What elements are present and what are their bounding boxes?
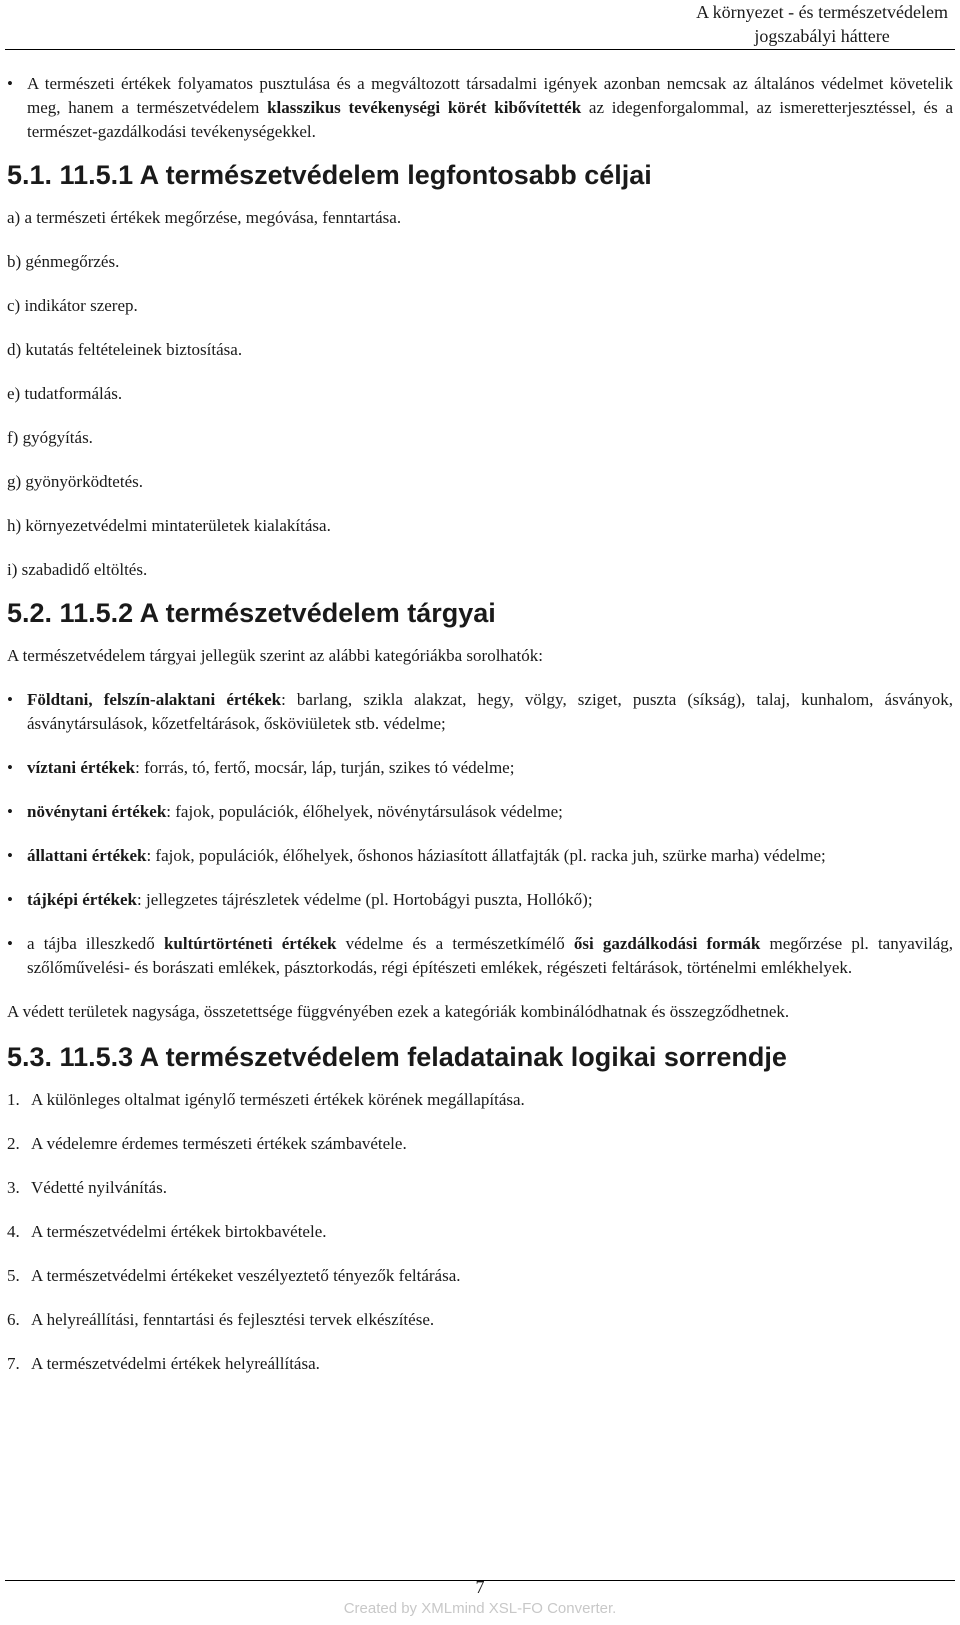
- step-text: A védelemre érdemes természeti értékek számbavétele.: [31, 1134, 407, 1153]
- subject-term: növénytani értékek: [27, 802, 167, 821]
- bullet-icon: •: [7, 758, 13, 777]
- step-item: [7, 1264, 953, 1288]
- section-2-closing: A védett területek nagysága, összetettsége függvényében ezek a kategóriák kombinálódhatnak és összegződhetnek.: [7, 1002, 790, 1021]
- step-item: [7, 1220, 953, 1244]
- intro-text-bold: klasszikus tevékenységi körét kibővítették: [267, 98, 582, 117]
- step-item: [7, 1132, 953, 1156]
- header-rule: [5, 49, 955, 50]
- step-number: 4.: [7, 1222, 20, 1241]
- section-2-heading: 5.2. 11.5.2 A természetvédelem tárgyai: [7, 598, 496, 628]
- step-number: 5.: [7, 1266, 20, 1285]
- steps-list: [7, 1088, 953, 1376]
- step-item: [7, 1088, 953, 1112]
- step-text: Védetté nyilvánítás.: [31, 1178, 167, 1197]
- subject-term: tájképi értékek: [27, 890, 138, 909]
- subject-desc: : jellegzetes tájrészletek védelme (pl. Hortobágyi puszta, Hollókő);: [137, 890, 593, 909]
- step-text: A természetvédelmi értékek birtokbavétele.: [31, 1222, 327, 1241]
- bullet-icon: •: [7, 690, 13, 709]
- intro-text-pre: A természeti értékek folyamatos pusztulása és a megváltozott társadalmi igények azonban nemcsak az általános védelmet követelik meg, hanem a természetvédelem: [27, 74, 953, 117]
- subject-bullet: [7, 800, 953, 824]
- step-text: A helyreállítási, fenntartási és fejlesztési tervek elkészítése.: [31, 1310, 435, 1329]
- intro-text-post: az idegenforgalommal, az ismeretterjesztéssel, és a természet-gazdálkodási tevékenységekkel.: [27, 98, 953, 141]
- goal-item: d) kutatás feltételeinek biztosítása.: [7, 340, 243, 359]
- goal-item: i) szabadidő eltöltés.: [7, 560, 148, 579]
- bullet-icon: •: [7, 934, 13, 953]
- bullet-icon: •: [7, 890, 13, 909]
- goal-item: e) tudatformálás.: [7, 384, 123, 403]
- section-3-heading: 5.3. 11.5.3 A természetvédelem feladatainak logikai sorrendje: [7, 1042, 787, 1072]
- section-2-intro: A természetvédelem tárgyai jellegük szerint az alábbi kategóriákba sorolhatók:: [7, 646, 543, 665]
- step-number: 6.: [7, 1310, 20, 1329]
- step-text: A természetvédelmi értékek helyreállítása.: [31, 1354, 320, 1373]
- goals-list: [7, 206, 953, 582]
- converter-credit: Created by XMLmind XSL-FO Converter.: [343, 1600, 617, 1617]
- subject-text: védelme és a természetkímélő: [336, 934, 574, 953]
- running-header: [696, 0, 948, 48]
- goal-item: h) környezetvédelmi mintaterületek kialakítása.: [7, 516, 331, 535]
- subject-term: ősi gazdálkodási formák: [573, 934, 761, 953]
- step-number: 2.: [7, 1134, 20, 1153]
- subject-desc: : barlang, szikla alakzat, hegy, völgy, sziget, puszta (síkság), talaj, kunhalom, ásványok, ásványtársulások, kőzetfeltárások, ősköviületek stb. védelme;: [27, 690, 953, 733]
- goal-item: c) indikátor szerep.: [7, 296, 138, 315]
- section-1-heading: 5.1. 11.5.1 A természetvédelem legfontosabb céljai: [7, 160, 652, 190]
- step-text: A természetvédelmi értékeket veszélyeztető tényezők feltárása.: [31, 1266, 461, 1285]
- step-item: [7, 1352, 953, 1376]
- subject-term: Földtani, felszín-alaktani értékek: [27, 690, 282, 709]
- bullet-icon: •: [7, 74, 13, 93]
- subject-desc: : forrás, tó, fertő, mocsár, láp, turján, szikes tó védelme;: [135, 758, 515, 777]
- subject-bullet: [7, 844, 953, 868]
- step-number: 1.: [7, 1090, 20, 1109]
- bullet-icon: •: [7, 846, 13, 865]
- subject-desc: : fajok, populációk, élőhelyek, növénytársulások védelme;: [166, 802, 563, 821]
- step-item: [7, 1308, 953, 1332]
- subject-text: megőrzése pl. tanyavilág, szőlőművelési- és borászati emlékek, pásztorkodás, régi építészeti emlékek, régészeti feltárások, történelmi emlékhelyek.: [27, 934, 953, 977]
- goal-item: a) a természeti értékek megőrzése, megóvása, fenntartása.: [7, 208, 402, 227]
- subject-term: állattani értékek: [27, 846, 147, 865]
- header-line-2: jogszabályi háttere: [754, 26, 890, 46]
- step-text: A különleges oltalmat igénylő természeti értékek körének megállapítása.: [31, 1090, 525, 1109]
- page-content: [7, 72, 953, 1396]
- intro-bullet: [7, 72, 953, 144]
- goal-item: f) gyógyítás.: [7, 428, 93, 447]
- header-line-1: A környezet - és természetvédelem: [696, 2, 948, 22]
- subject-desc: : fajok, populációk, élőhelyek, őshonos háziasított állatfajták (pl. racka juh, szürke marha) védelme;: [146, 846, 826, 865]
- subject-bullet: [7, 756, 953, 780]
- intro-list: [7, 72, 953, 144]
- subject-text: a tájba illeszkedő: [27, 934, 164, 953]
- subject-bullet: [7, 932, 953, 980]
- step-item: [7, 1176, 953, 1200]
- subject-term: kultúrtörténeti értékek: [163, 934, 337, 953]
- page-number: 7: [475, 1577, 485, 1597]
- subjects-list: [7, 688, 953, 980]
- goal-item: g) gyönyörködtetés.: [7, 472, 143, 491]
- subject-bullet: [7, 688, 953, 736]
- bullet-icon: •: [7, 802, 13, 821]
- step-number: 3.: [7, 1178, 20, 1197]
- subject-term: víztani értékek: [27, 758, 136, 777]
- step-number: 7.: [7, 1354, 20, 1373]
- goal-item: b) génmegőrzés.: [7, 252, 120, 271]
- subject-bullet: [7, 888, 953, 912]
